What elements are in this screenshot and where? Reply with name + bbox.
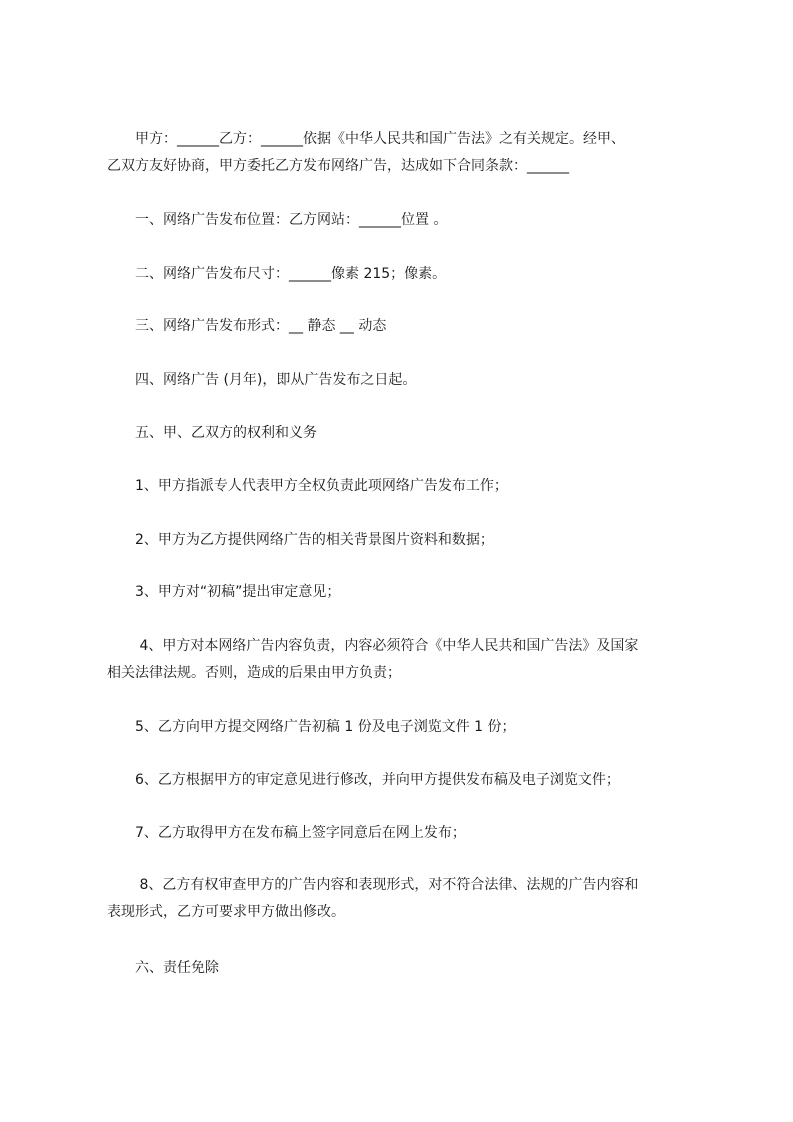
intro-paragraph [107,126,707,180]
item-8 [107,872,707,926]
item-7-text: 7、乙方取得甲方在发布稿上签字同意后在网上发布； [107,825,466,841]
clause-3 [107,313,707,340]
item-7 [107,820,707,847]
intro-line-2: 乙双方友好协商，甲方委托乙方发布网络广告，达成如下合同条款：______ [107,158,569,174]
item-8-line-1: 8、乙方有权审查甲方的广告内容和表现形式，对不符合法律、法规的广告内容和 [107,877,639,893]
item-1 [107,473,707,500]
item-2-text: 2、甲方为乙方提供网络广告的相关背景图片资料和数据； [107,532,494,548]
item-2 [107,527,707,554]
item-5 [107,714,707,741]
clause-5 [107,420,707,447]
clause-2 [107,261,707,288]
item-6 [107,767,707,794]
clause-6 [107,955,707,982]
item-4-line-1: 4、甲方对本网络广告内容负责，内容必须符合《中华人民共和国广告法》及国家 [107,638,639,654]
clause-2-text: 二、网络广告发布尺寸：______像素 215；像素。 [107,266,447,282]
item-4-line-2: 相关法律法规。否则，造成的后果由甲方负责； [107,665,401,681]
item-3 [107,579,707,606]
clause-4-text: 四、网络广告 (月年)，即从广告发布之日起。 [107,372,417,388]
clause-6-text: 六、责任免除 [107,960,219,976]
item-3-text: 3、甲方对“初稿”提出审定意见； [107,584,341,600]
clause-3-text: 三、网络广告发布形式：__ 静态 __ 动态 [107,318,387,334]
clause-4 [107,367,707,394]
clause-1 [107,207,707,234]
item-1-text: 1、甲方指派专人代表甲方全权负责此项网络广告发布工作； [107,478,508,494]
intro-line-1: 甲方：______乙方：______依据《中华人民共和国广告法》之有关规定。经甲、 [107,131,625,147]
item-6-text: 6、乙方根据甲方的审定意见进行修改，并向甲方提供发布稿及电子浏览文件； [107,772,620,788]
item-5-text: 5、乙方向甲方提交网络广告初稿 1 份及电子浏览文件 1 份； [107,719,516,735]
item-4 [107,633,707,687]
clause-1-text: 一、网络广告发布位置：乙方网站：______位置 。 [107,212,448,228]
item-8-line-2: 表现形式，乙方可要求甲方做出修改。 [107,904,345,920]
clause-5-text: 五、甲、乙双方的权利和义务 [107,425,317,441]
